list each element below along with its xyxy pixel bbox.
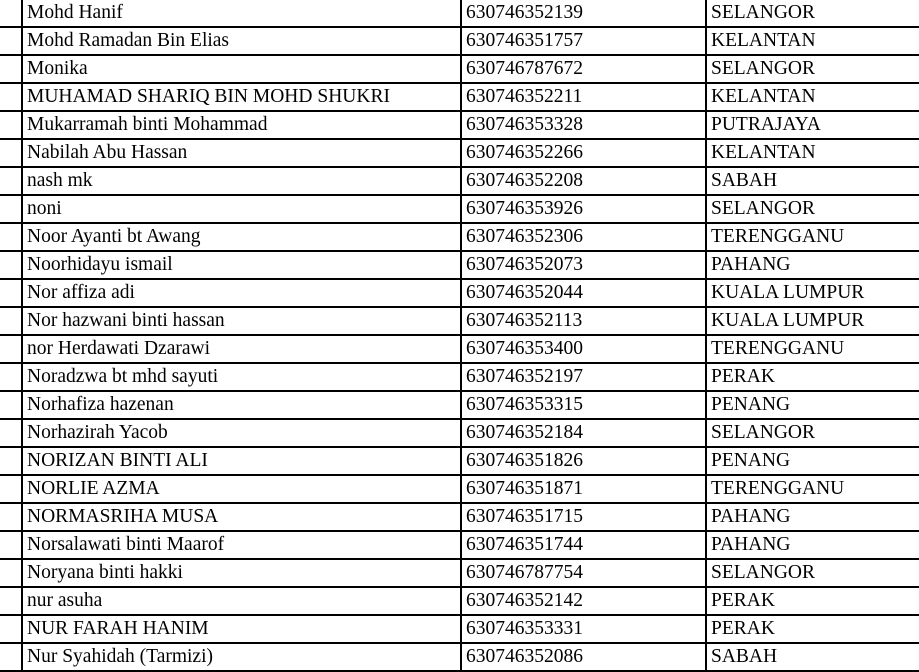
phone-cell: 630746351757 <box>461 27 706 55</box>
table-row <box>0 615 919 643</box>
state-cell: PENANG <box>706 447 919 475</box>
table-row <box>0 195 919 223</box>
name-cell: Noorhidayu ismail <box>22 251 461 279</box>
state-cell: TERENGGANU <box>706 223 919 251</box>
phone-cell: 630746352073 <box>461 251 706 279</box>
phone-cell: 630746352139 <box>461 0 706 27</box>
table-row <box>0 0 919 27</box>
phone-cell: 630746787754 <box>461 559 706 587</box>
state-cell: PERAK <box>706 615 919 643</box>
state-cell: PENANG <box>706 391 919 419</box>
state-cell: PAHANG <box>706 503 919 531</box>
row-edge-cell <box>0 475 22 503</box>
phone-cell: 630746352306 <box>461 223 706 251</box>
table-row <box>0 111 919 139</box>
table-row <box>0 419 919 447</box>
name-cell: Noradzwa bt mhd sayuti <box>22 363 461 391</box>
row-edge-cell <box>0 559 22 587</box>
state-cell: SELANGOR <box>706 419 919 447</box>
table-row <box>0 167 919 195</box>
table-row <box>0 587 919 615</box>
phone-cell: 630746352142 <box>461 587 706 615</box>
table-row <box>0 279 919 307</box>
state-cell: PAHANG <box>706 251 919 279</box>
phone-cell: 630746352184 <box>461 419 706 447</box>
name-cell: Mohd Hanif <box>22 0 461 27</box>
phone-cell: 630746787672 <box>461 55 706 83</box>
phone-cell: 630746352211 <box>461 83 706 111</box>
phone-cell: 630746352197 <box>461 363 706 391</box>
table-row <box>0 335 919 363</box>
phone-cell: 630746351744 <box>461 531 706 559</box>
name-cell: Noor Ayanti bt Awang <box>22 223 461 251</box>
row-edge-cell <box>0 27 22 55</box>
name-cell: Norhafiza hazenan <box>22 391 461 419</box>
table-row <box>0 83 919 111</box>
row-edge-cell <box>0 55 22 83</box>
table-row <box>0 643 919 671</box>
phone-cell: 630746352113 <box>461 307 706 335</box>
name-cell: nor Herdawati Dzarawi <box>22 335 461 363</box>
table-row <box>0 475 919 503</box>
table-row <box>0 531 919 559</box>
name-cell: noni <box>22 195 461 223</box>
phone-cell: 630746351826 <box>461 447 706 475</box>
row-edge-cell <box>0 83 22 111</box>
name-cell: Nor hazwani binti hassan <box>22 307 461 335</box>
state-cell: KELANTAN <box>706 27 919 55</box>
row-edge-cell <box>0 307 22 335</box>
table-row <box>0 363 919 391</box>
phone-cell: 630746352044 <box>461 279 706 307</box>
phone-cell: 630746351715 <box>461 503 706 531</box>
state-cell: TERENGGANU <box>706 475 919 503</box>
phone-cell: 630746353328 <box>461 111 706 139</box>
row-edge-cell <box>0 643 22 671</box>
name-cell: Nabilah Abu Hassan <box>22 139 461 167</box>
state-cell: PAHANG <box>706 531 919 559</box>
phone-cell: 630746353315 <box>461 391 706 419</box>
state-cell: SELANGOR <box>706 559 919 587</box>
phone-cell: 630746353926 <box>461 195 706 223</box>
state-cell: SELANGOR <box>706 0 919 27</box>
phone-cell: 630746353331 <box>461 615 706 643</box>
table-row <box>0 447 919 475</box>
row-edge-cell <box>0 111 22 139</box>
state-cell: SABAH <box>706 643 919 671</box>
name-cell: Monika <box>22 55 461 83</box>
row-edge-cell <box>0 335 22 363</box>
table-row <box>0 27 919 55</box>
name-cell: MUHAMAD SHARIQ BIN MOHD SHUKRI <box>22 83 461 111</box>
phone-cell: 630746352208 <box>461 167 706 195</box>
table-row <box>0 503 919 531</box>
row-edge-cell <box>0 447 22 475</box>
name-cell: NUR FARAH HANIM <box>22 615 461 643</box>
table-row <box>0 559 919 587</box>
name-cell: Nur Syahidah (Tarmizi) <box>22 643 461 671</box>
phone-cell: 630746352266 <box>461 139 706 167</box>
state-cell: SELANGOR <box>706 195 919 223</box>
row-edge-cell <box>0 531 22 559</box>
phone-cell: 630746353400 <box>461 335 706 363</box>
name-cell: Mohd Ramadan Bin Elias <box>22 27 461 55</box>
state-cell: KELANTAN <box>706 139 919 167</box>
name-cell: nur asuha <box>22 587 461 615</box>
name-cell: nash mk <box>22 167 461 195</box>
name-cell: Noryana binti hakki <box>22 559 461 587</box>
state-cell: PERAK <box>706 363 919 391</box>
row-edge-cell <box>0 363 22 391</box>
phone-cell: 630746352086 <box>461 643 706 671</box>
row-edge-cell <box>0 139 22 167</box>
state-cell: KUALA LUMPUR <box>706 307 919 335</box>
table-row <box>0 55 919 83</box>
name-cell: NORIZAN BINTI ALI <box>22 447 461 475</box>
table-row <box>0 251 919 279</box>
table-row <box>0 139 919 167</box>
name-cell: Mukarramah binti Mohammad <box>22 111 461 139</box>
name-cell: Nor affiza adi <box>22 279 461 307</box>
state-cell: TERENGGANU <box>706 335 919 363</box>
row-edge-cell <box>0 587 22 615</box>
state-cell: SELANGOR <box>706 55 919 83</box>
row-edge-cell <box>0 195 22 223</box>
state-cell: PUTRAJAYA <box>706 111 919 139</box>
state-cell: SABAH <box>706 167 919 195</box>
phone-cell: 630746351871 <box>461 475 706 503</box>
name-cell: NORMASRIHA MUSA <box>22 503 461 531</box>
table-row <box>0 391 919 419</box>
row-edge-cell <box>0 503 22 531</box>
state-cell: KELANTAN <box>706 83 919 111</box>
row-edge-cell <box>0 167 22 195</box>
row-edge-cell <box>0 615 22 643</box>
state-cell: PERAK <box>706 587 919 615</box>
row-edge-cell <box>0 391 22 419</box>
name-cell: Norhazirah Yacob <box>22 419 461 447</box>
name-cell: NORLIE AZMA <box>22 475 461 503</box>
row-edge-cell <box>0 0 22 27</box>
row-edge-cell <box>0 223 22 251</box>
state-cell: KUALA LUMPUR <box>706 279 919 307</box>
name-cell: Norsalawati binti Maarof <box>22 531 461 559</box>
row-edge-cell <box>0 419 22 447</box>
row-edge-cell <box>0 251 22 279</box>
table-row <box>0 307 919 335</box>
row-edge-cell <box>0 279 22 307</box>
table-row <box>0 223 919 251</box>
